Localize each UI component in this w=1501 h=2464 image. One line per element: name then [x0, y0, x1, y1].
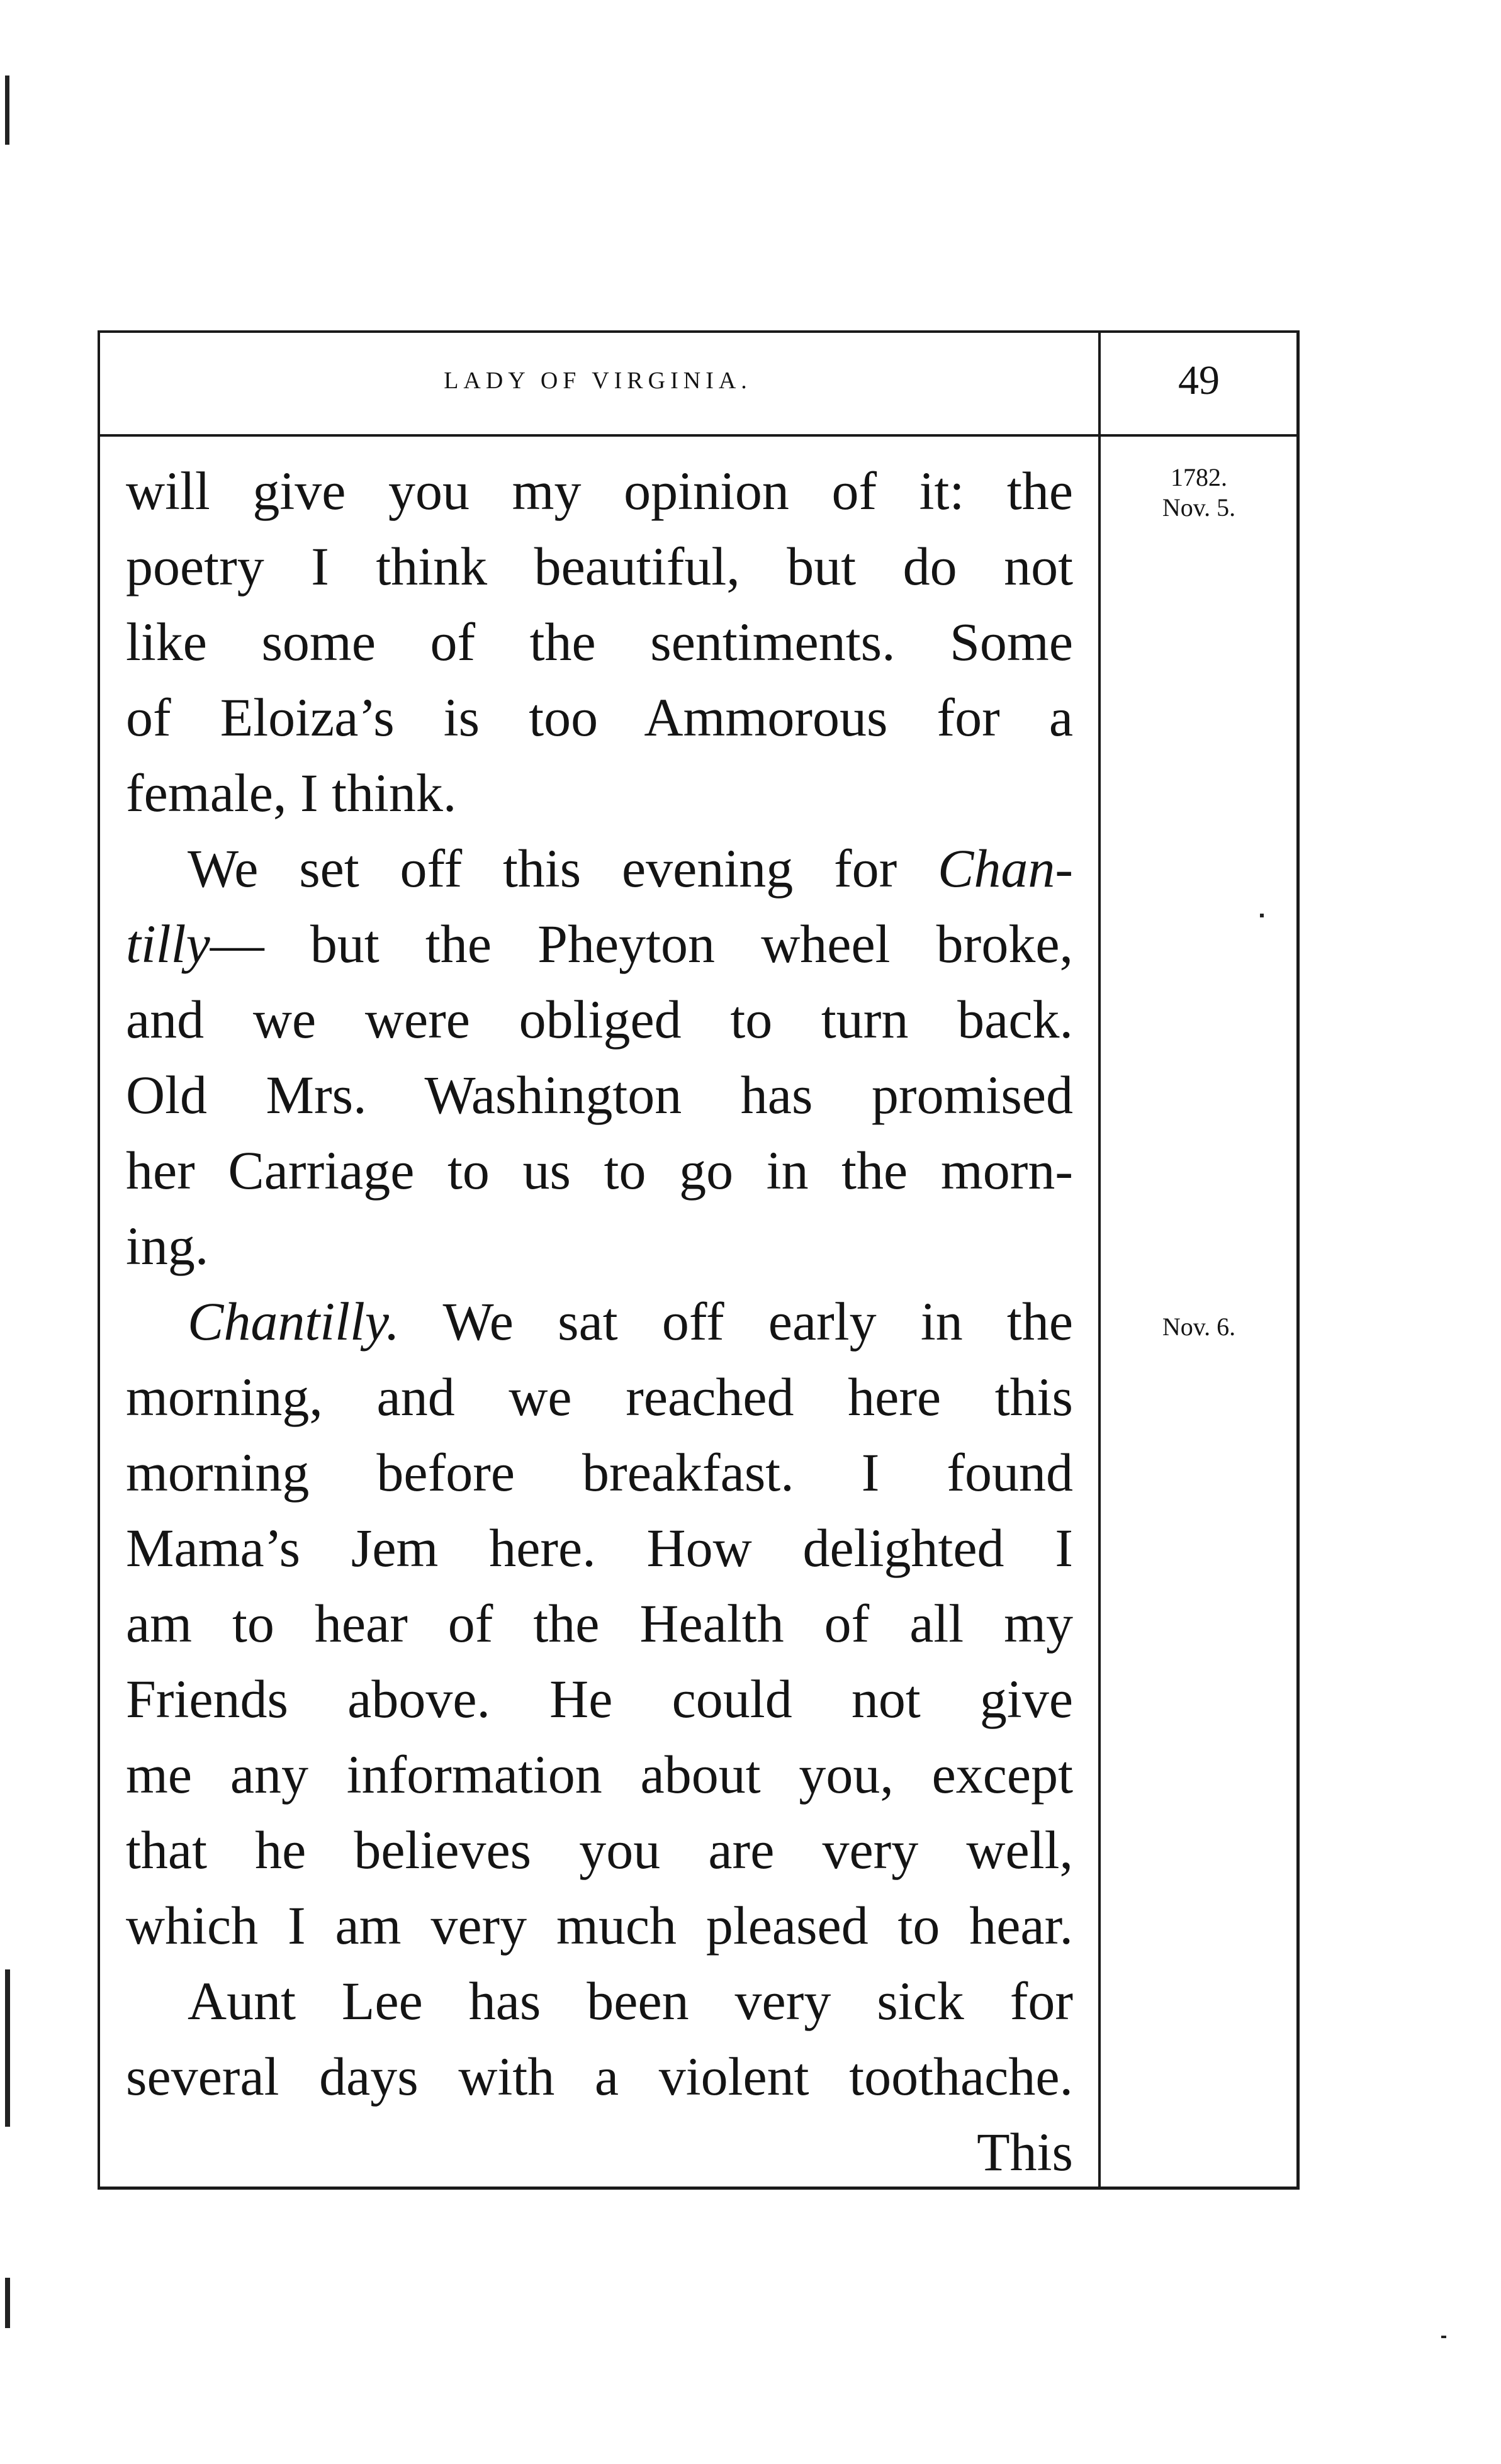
page-number: 49 — [1178, 357, 1220, 403]
scan-mark — [5, 1969, 10, 2127]
text-line — [126, 906, 1073, 982]
text-line: morning, and we reached here this — [126, 1367, 1073, 1427]
scan-speck — [1441, 2336, 1446, 2338]
catchword: This — [977, 2122, 1073, 2182]
margin-note-year: 1782. — [1171, 463, 1227, 491]
text-line: morning before breakfast. I found — [126, 1442, 1073, 1503]
text-line: will give you my opinion of it: the — [126, 461, 1073, 521]
place-name-italic: tilly — [126, 914, 210, 974]
margin-note-date: Nov. 5. — [1162, 493, 1236, 522]
body-text — [126, 453, 1073, 2190]
text-line: and we were obliged to turn back. — [126, 989, 1073, 1050]
margin-note-nov-5 — [1101, 462, 1297, 523]
text-line: of Eloiza’s is too Ammorous for a — [126, 687, 1073, 748]
text-line: Friends above. He could not give — [126, 1669, 1073, 1729]
text-line: Mama’s Jem here. How delighted I — [126, 1518, 1073, 1578]
text-line: me any information about you, except — [126, 1744, 1073, 1805]
text-line: poetry I think beautiful, but do not — [126, 536, 1073, 596]
text-line: female, I think. — [126, 763, 457, 823]
margin-note-date: Nov. 6. — [1162, 1313, 1236, 1341]
place-name-italic: Chan- — [938, 838, 1073, 899]
scan-mark — [5, 76, 9, 145]
text-line: several days with a violent toothache. — [126, 2046, 1073, 2107]
text-line: her Carriage to us to go in the morn- — [126, 1140, 1073, 1201]
place-name-italic: Chantilly. — [188, 1291, 400, 1352]
text-line — [126, 1284, 1073, 1359]
text-line: ing. — [126, 1216, 209, 1276]
text-line: am to hear of the Health of all my — [126, 1593, 1073, 1654]
margin-note-nov-6 — [1101, 1312, 1297, 1342]
text-line — [126, 831, 1073, 906]
scan-mark — [5, 2278, 10, 2328]
text-segment: — but the Pheyton wheel broke, — [210, 914, 1073, 974]
text-line: Old Mrs. Washington has promised — [126, 1065, 1073, 1125]
running-head: LADY OF VIRGINIA. — [444, 367, 752, 394]
text-line: which I am very much pleased to hear. — [126, 1895, 1073, 1956]
text-line: Aunt Lee has been very sick for — [188, 1971, 1073, 2031]
text-line: like some of the sentiments. Some — [126, 612, 1073, 672]
text-segment: We set off this evening for — [188, 838, 938, 899]
text-segment: We sat off early in the — [399, 1291, 1073, 1352]
margin-column-divider — [1098, 330, 1101, 2190]
scan-speck — [1260, 914, 1264, 917]
header-rule — [98, 434, 1296, 437]
text-line: that he believes you are very well, — [126, 1820, 1073, 1880]
